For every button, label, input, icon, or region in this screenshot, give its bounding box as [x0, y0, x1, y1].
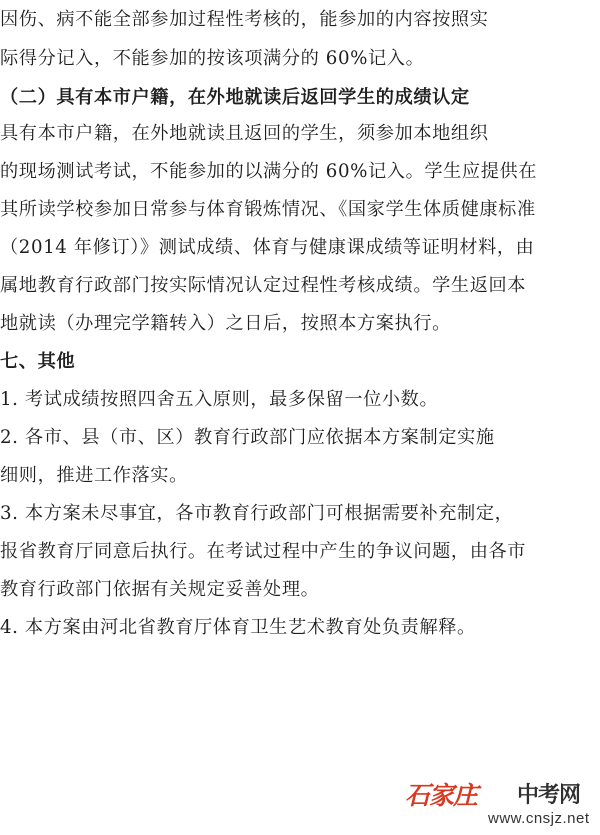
watermark-script-logo: 石家庄: [405, 781, 478, 810]
paragraph-line: 教育行政部门依据有关规定妥善处理。: [0, 579, 320, 600]
paragraph-line: 具有本市户籍，在外地就读且返回的学生，须参加本地组织: [0, 123, 489, 144]
paragraph-line: （2014 年修订）》测试成绩、体育与健康课成绩等证明材料，由: [0, 237, 535, 258]
paragraph-line: 属地教育行政部门按实际情况认定过程性考核成绩。学生返回本: [0, 275, 527, 296]
section-subheading: （二）具有本市户籍，在外地就读后返回学生的成绩认定: [0, 87, 470, 108]
watermark-url: www.cnsjz.net: [488, 810, 590, 827]
watermark-brand: 中考网: [517, 783, 581, 808]
list-item: 1. 考试成绩按照四舍五入原则，最多保留一位小数。: [0, 389, 439, 410]
list-item: 4. 本方案由河北省教育厅体育卫生艺术教育处负责解释。: [0, 617, 476, 638]
paragraph-line: 际得分记入，不能参加的按该项满分的 60%记入。: [0, 48, 425, 69]
paragraph-line: 其所读学校参加日常参与体育锻炼情况、《国家学生体质健康标准: [0, 199, 536, 220]
list-item: 2. 各市、县（市、区）教育行政部门应依据本方案制定实施: [0, 427, 495, 448]
paragraph-line: 的现场测试考试，不能参加的以满分的 60%记入。学生应提供在: [0, 161, 538, 182]
section-heading: 七、其他: [0, 351, 76, 372]
paragraph-line: 细则，推进工作落实。: [0, 465, 188, 486]
site-watermark: [405, 776, 595, 831]
paragraph-line: 因伤、病不能全部参加过程性考核的，能参加的内容按照实: [0, 9, 489, 30]
list-item: 3. 本方案未尽事宜，各市教育行政部门可根据需要补充制定，: [0, 503, 514, 524]
paragraph-line: 地就读（办理完学籍转入）之日后，按照本方案执行。: [0, 313, 451, 334]
paragraph-line: 报省教育厅同意后执行。在考试过程中产生的争议问题，由各市: [0, 541, 527, 562]
